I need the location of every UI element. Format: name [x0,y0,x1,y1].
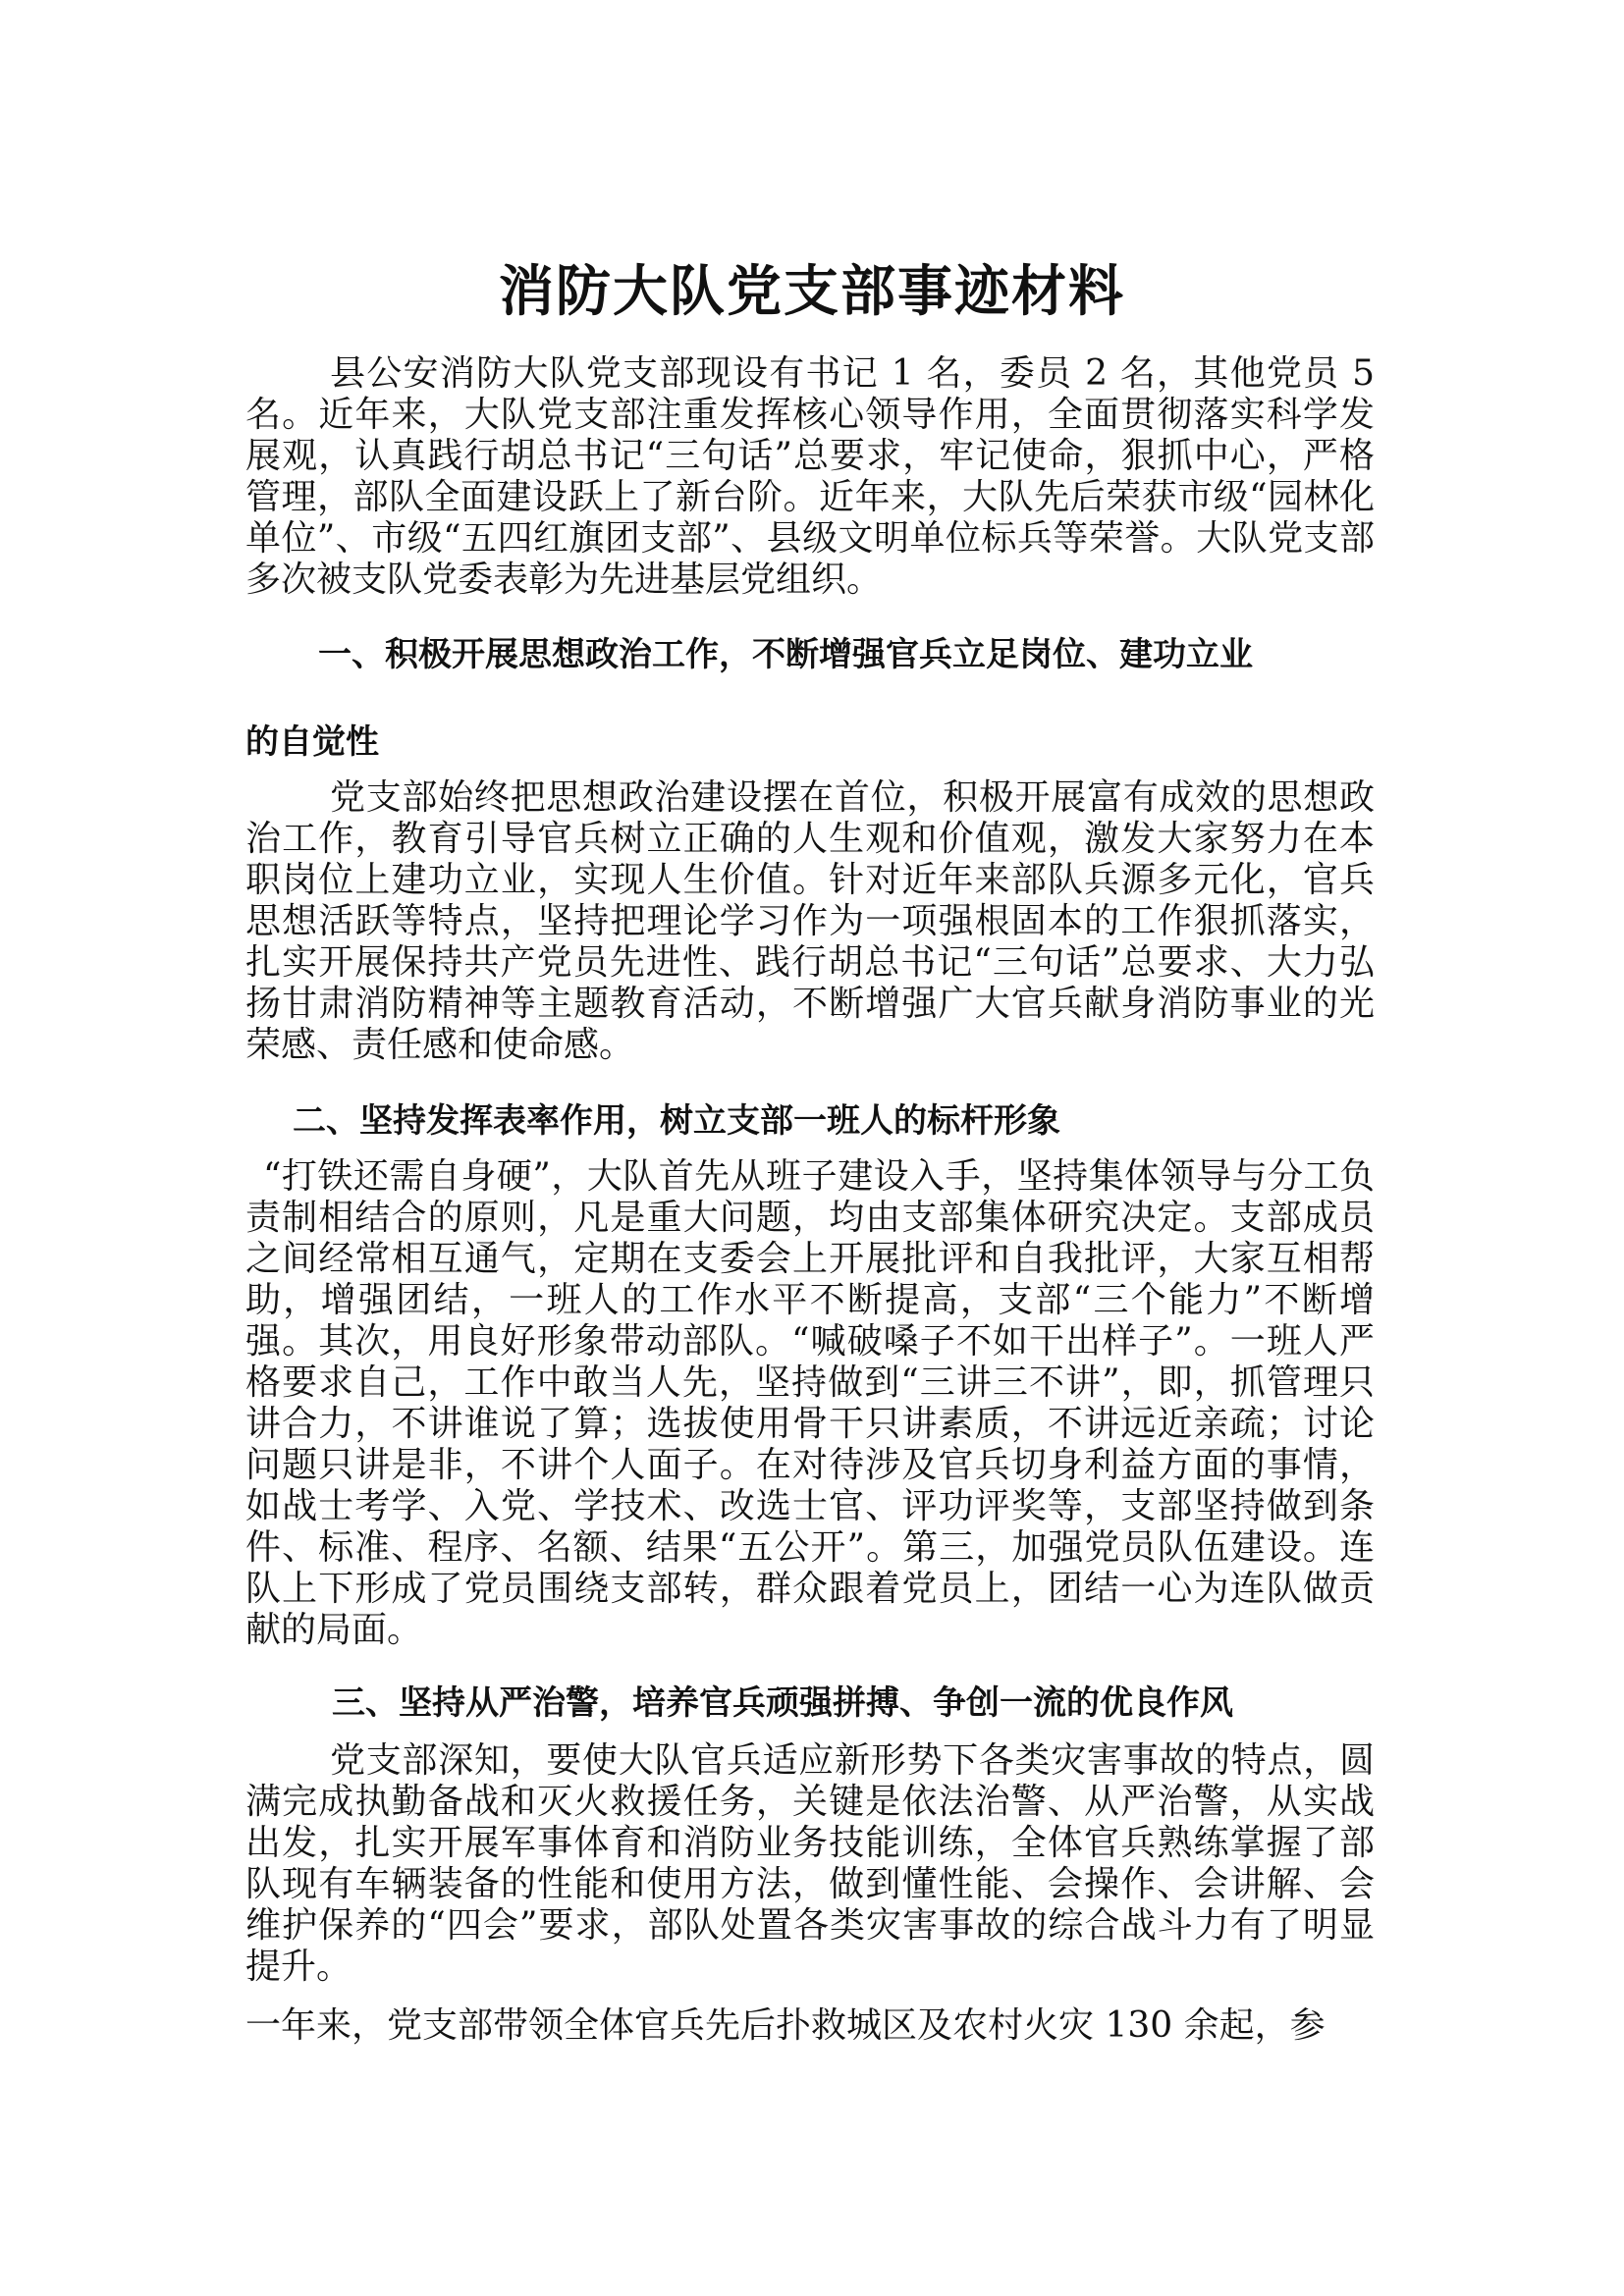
section-1-heading-continued: 的自觉性 [245,722,379,762]
intro-paragraph: 县公安消防大队党支部现设有书记 1 名，委员 2 名，其他党员 5 名。近年来，大队党支部注重发挥核心领导作用，全面贯彻落实科学发展观，认真践行胡总书记“三句话”总要求，牢记使命，狠抓中心，严格管理，部队全面建设跃上了新台阶。近年来，大队先后荣获市级“园林化单位”、市级“五四红旗团支部”、县级文明单位标兵等荣誉。大队党支部多次被支队党委表彰为先进基层党组织。 [245,353,1375,600]
section-3-paragraph: 党支部深知，要使大队官兵适应新形势下各类灾害事故的特点，圆满完成执勤备战和灭火救援任务，关键是依法治警、从严治警，从实战出发，扎实开展军事体育和消防业务技能训练，全体官兵熟练掌握了部队现有车辆装备的性能和使用方法，做到懂性能、会操作、会讲解、会维护保养的“四会”要求，部队处置各类灾害事故的综合战斗力有了明显提升。 [245,1740,1375,1987]
section-2-paragraph: “打铁还需自身硬”，大队首先从班子建设入手，坚持集体领导与分工负责制相结合的原则，凡是重大问题，均由支部集体研究决定。支部成员之间经常相互通气，定期在支委会上开展批评和自我批评，大家互相帮助，增强团结，一班人的工作水平不断提高，支部“三个能力”不断增强。其次，用良好形象带动部队。“喊破嗓子不如干出样子”。一班人严格要求自己，工作中敢当人先，坚持做到“三讲三不讲”，即，抓管理只讲合力，不讲谁说了算；选拔使用骨干只讲素质，不讲远近亲疏；讨论问题只讲是非，不讲个人面子。在对待涉及官兵切身利益方面的事情，如战士考学、入党、学技术、改选士官、评功评奖等，支部坚持做到条件、标准、程序、名额、结果“五公开”。第三，加强党员队伍建设。连队上下形成了党员围绕支部转，群众跟着党员上，团结一心为连队做贡献的局面。 [245,1156,1375,1650]
section-3-paragraph-continued: 一年来，党支部带领全体官兵先后扑救城区及农村火灾 130 余起，参 [245,2005,1326,2046]
page-title: 消防大队党支部事迹材料 [499,260,1125,324]
section-1-paragraph: 党支部始终把思想政治建设摆在首位，积极开展富有成效的思想政治工作，教育引导官兵树立正确的人生观和价值观，激发大家努力在本职岗位上建功立业，实现人生价值。针对近年来部队兵源多元化，官兵思想活跃等特点，坚持把理论学习作为一项强根固本的工作狠抓落实，扎实开展保持共产党员先进性、践行胡总书记“三句话”总要求、大力弘扬甘肃消防精神等主题教育活动，不断增强广大官兵献身消防事业的光荣感、责任感和使命感。 [245,777,1375,1065]
section-1-heading: 一、积极开展思想政治工作，不断增强官兵立足岗位、建功立业 [318,635,1253,674]
section-3-heading: 三、坚持从严治警，培养官兵顽强拼搏、争创一流的优良作风 [332,1683,1233,1723]
section-2-heading: 二、坚持发挥表率作用，树立支部一班人的标杆形象 [293,1101,1060,1141]
